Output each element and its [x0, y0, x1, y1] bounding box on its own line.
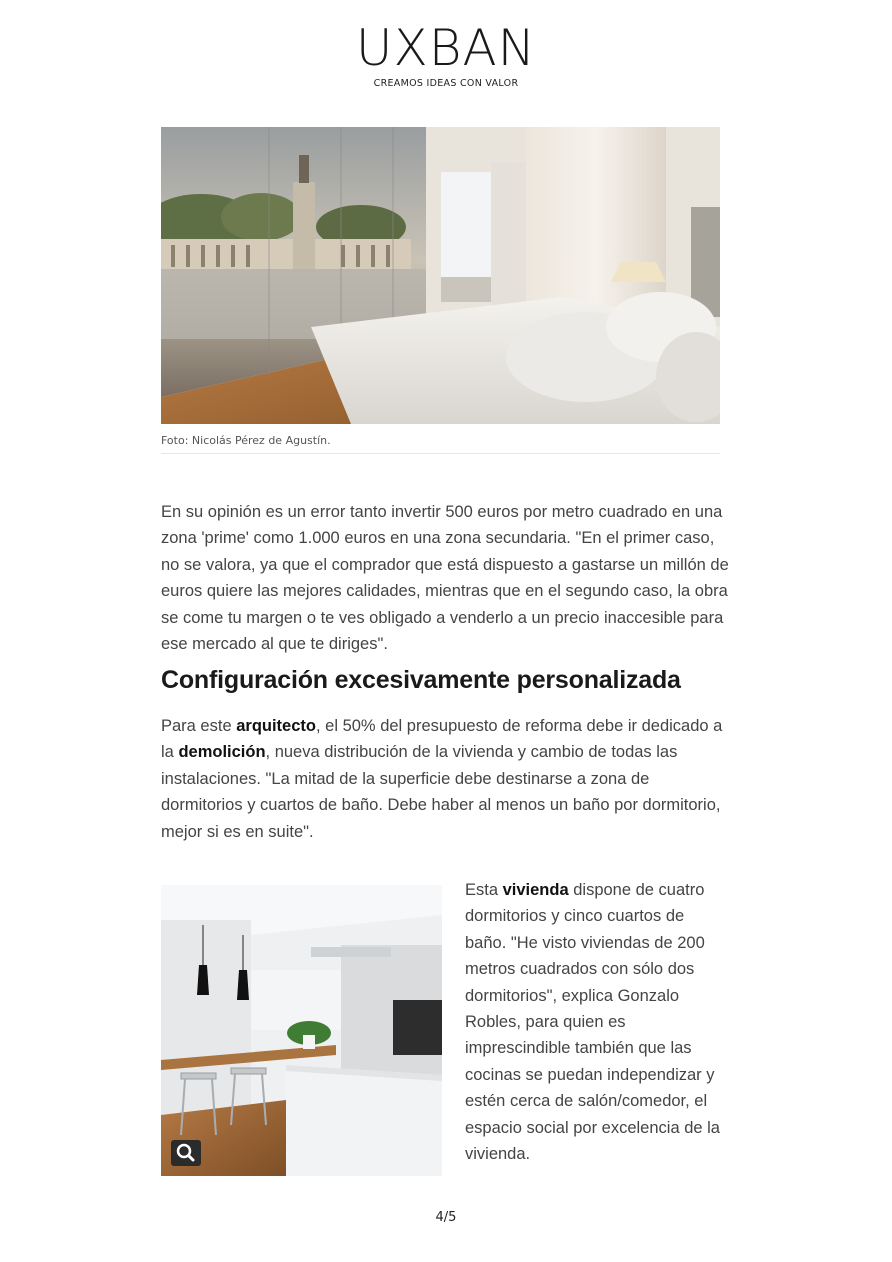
article-paragraph-3	[465, 877, 730, 1167]
zoom-button[interactable]	[171, 1140, 201, 1166]
section-heading: Configuración excesivamente personalizada	[161, 666, 681, 694]
p3-text-1: Esta	[465, 881, 503, 899]
p3-text-2: dispone de cuatro dormitorios y cinco cuartos de baño. "He visto viviendas de 200 metros cuadrados con sólo dos dormitorios", explica Gonzalo Robles, para quien es imprescindible también que las cocinas se puedan independizar y estén cerca de salón/comedor, el espacio social por excelencia de la vivienda.	[465, 881, 720, 1164]
article-paragraph-2	[161, 713, 731, 845]
logo	[0, 20, 892, 89]
keyword-arquitecto: arquitecto	[236, 717, 316, 735]
keyword-vivienda: vivienda	[502, 881, 569, 899]
magnifier-icon	[171, 1140, 201, 1166]
kitchen-photo[interactable]	[161, 885, 442, 1176]
p2-text-2: , el 50% del presupuesto de reforma debe ir dedicado a la	[161, 717, 723, 762]
logo-wordmark: UXBAN	[355, 19, 537, 77]
logo-tagline: CREAMOS IDEAS CON VALOR	[373, 78, 519, 89]
photo-caption: Foto: Nicolás Pérez de Agustín.	[161, 434, 720, 454]
keyword-demolicion: demolición	[178, 743, 266, 762]
article-paragraph-1: En su opinión es un error tanto invertir 500 euros por metro cuadrado en una zona 'prime' como 1.000 euros en una zona secundaria. "En el primer caso, no se valora, ya que el comprador que está dispuesto a gastarse un millón de euros quiere las mejores calidades, mientras que en el segundo caso, la obra se come tu margen o te ves obligado a venderlo a un precio inaccesible para ese mercado al que te diriges".	[161, 503, 729, 654]
bedroom-photo	[161, 127, 720, 424]
p2-text-1: Para este	[161, 717, 237, 735]
p2-text-3: , nueva distribución de la vivienda y cambio de todas las instalaciones. "La mitad de la superficie debe destinarse a zona de dormitorios y cuartos de baño. Debe haber al menos un baño por dormitorio, mejor si es en suite".	[161, 743, 721, 841]
page-number: 4/5	[435, 1210, 457, 1225]
